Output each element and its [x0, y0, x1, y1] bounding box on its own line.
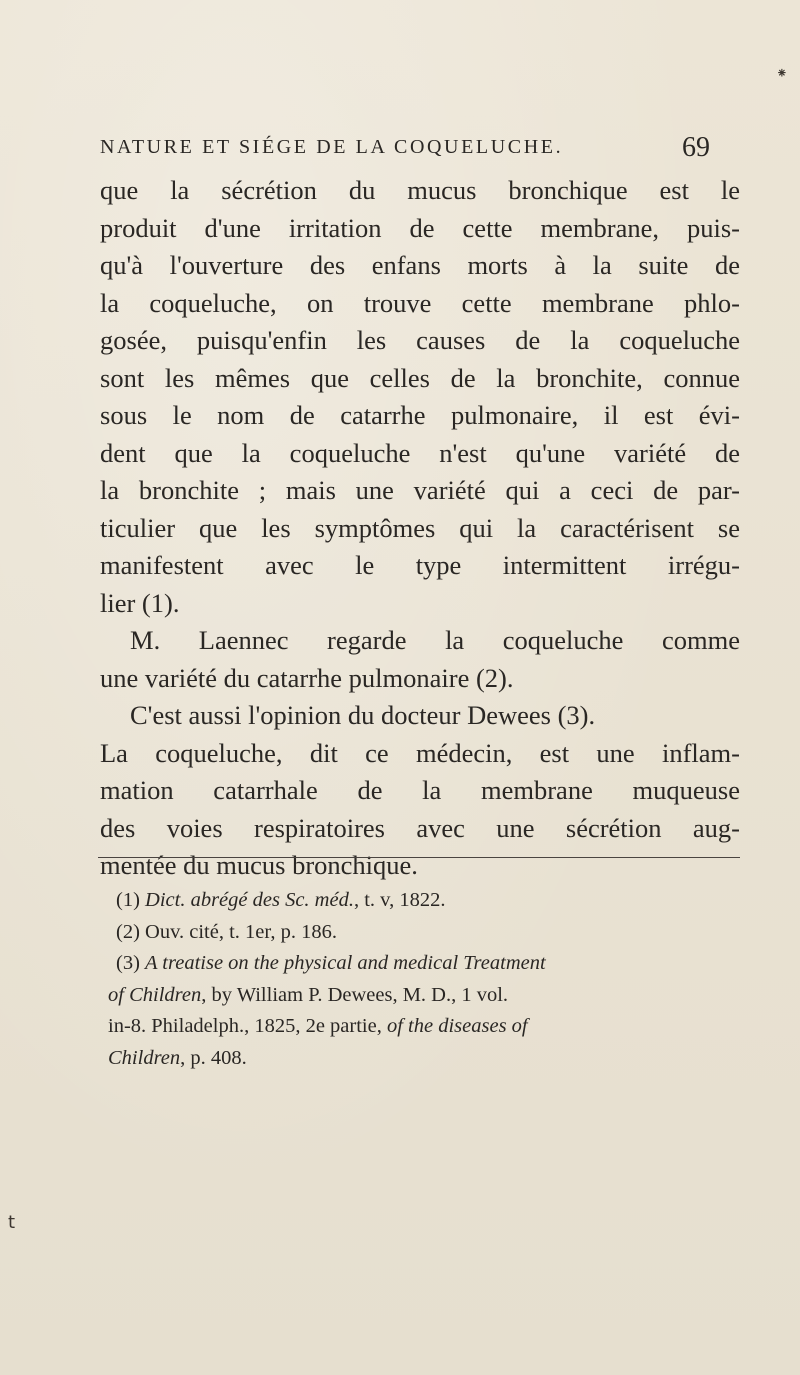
text-line: la bronchite ; mais une variété qui a ceci de par- — [100, 475, 740, 505]
footnote-text: , t. v, 1822. — [353, 889, 446, 911]
text-line: sous le nom de catarrhe pulmonaire, il est évi- — [100, 400, 740, 430]
footnote-1 — [108, 885, 742, 917]
text-line: mentée du mucus bronchique. — [100, 850, 418, 880]
text-line: que la sécrétion du mucus bronchique est le — [100, 175, 740, 205]
footnote-text: , by William P. Dewees, M. D., 1 vol. — [201, 983, 509, 1006]
main-text — [100, 172, 740, 885]
footnote-number: (1) — [116, 889, 140, 911]
footnote-3-line-3 — [108, 1011, 742, 1043]
margin-mark-bottom-left: t — [8, 1212, 16, 1233]
footnote-text: Ouv. cité, t. 1er, p. 186. — [145, 920, 338, 943]
text-line: dent que la coqueluche n'est qu'une variété de — [100, 437, 740, 468]
footnote-text: in-8. Philadelph., 1825, 2e partie, — [108, 1015, 382, 1037]
text-line: sont les mêmes que celles de la bronchite, connue — [100, 362, 740, 393]
footnotes — [108, 885, 742, 1074]
text-line: C'est aussi l'opinion du docteur Dewees (3). — [130, 700, 596, 730]
footnote-text: , p. 408. — [180, 1046, 247, 1069]
text-line: M. Laennec regarde la coqueluche comme — [130, 625, 740, 655]
text-line: ticulier que les symptômes qui la caractérisent se — [100, 512, 740, 543]
page-number: 69 — [682, 132, 710, 163]
text-line: qu'à l'ouverture des enfans morts à la suite de — [100, 250, 740, 280]
text-line: manifestent avec le type intermittent irrégu- — [100, 550, 740, 580]
footnote-number: (2) — [116, 920, 140, 943]
footnote-2 — [108, 917, 742, 949]
footnote-3-line-2 — [108, 980, 742, 1012]
text-line: lier (1). — [100, 587, 180, 618]
text-line: gosée, puisqu'enfin les causes de la coqueluche — [100, 325, 740, 355]
text-line: des voies respiratoires avec une sécrétion aug- — [100, 812, 740, 843]
margin-mark-top-right: ⁕ — [776, 66, 788, 82]
text-line: La coqueluche, dit ce médecin, est une inflam- — [100, 737, 740, 768]
text-line: mation catarrhale de la membrane muqueuse — [100, 775, 740, 805]
footnote-source-title: A treatise on the physical and medical Treatment — [145, 952, 546, 974]
footnote-source-title: of the diseases of — [386, 1015, 528, 1037]
footnote-source-title: Dict. abrégé des Sc. méd. — [145, 889, 354, 911]
text-line: la coqueluche, on trouve cette membrane phlo- — [100, 287, 740, 318]
text-line: une variété du catarrhe pulmonaire (2). — [100, 662, 514, 693]
running-title: NATURE ET SIÉGE DE LA COQUELUCHE. — [100, 136, 564, 158]
footnote-number: (3) — [116, 952, 140, 974]
footnote-rule — [98, 857, 740, 858]
footnote-source-title: of Children — [108, 983, 202, 1006]
footnote-3 — [108, 948, 742, 980]
text-line: produit d'une irritation de cette membrane, puis- — [100, 212, 740, 243]
footnote-3-line-4 — [108, 1043, 742, 1075]
footnote-source-title: Children — [108, 1046, 181, 1069]
